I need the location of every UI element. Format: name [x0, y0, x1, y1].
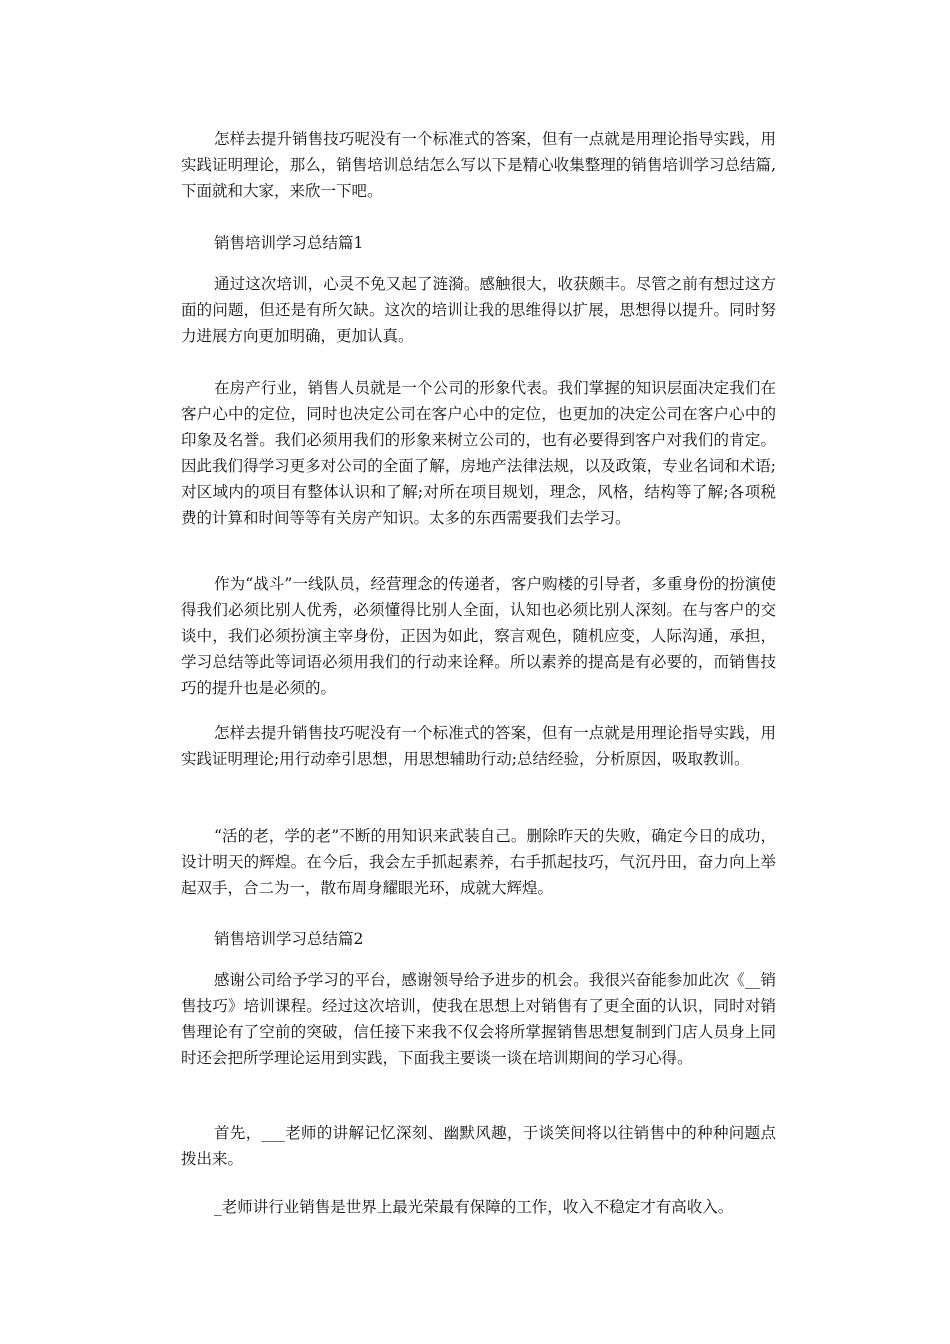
section-2-paragraph-3: _老师讲行业销售是世界上最光荣最有保障的工作，收入不稳定才有高收入。: [214, 1198, 734, 1216]
section-1-paragraph-1: 通过这次培训，心灵不免又起了涟漪。感触很大，收获颇丰。尽管之前有想过这方面的问题，但还是有所欠缺。这次的培训让我的思维得以扩展，思想得以提升。同时努力进展方向更加明确，更加认真。: [181, 275, 776, 345]
section-1-paragraph-2: 在房产行业，销售人员就是一个公司的形象代表。我们掌握的知识层面决定我们在客户心中的定位，同时也决定公司在客户心中的定位，也更加的决定公司在客户心中的印象及名誉。我们必须用我们的形象来树立公司的，也有必要得到客户对我们的肯定。因此我们得学习更多对公司的全面了解，房地产法律法规，以及政策，专业名词和术语;对区域内的项目有整体认识和了解;对所在项目规划，理念，风格，结构等了解;各项税费的计算和时间等等有关房产知识。太多的东西需要我们去学习。: [181, 379, 776, 527]
section-2-paragraph-2: 首先，___老师的讲解记忆深刻、幽默风趣，于谈笑间将以往销售中的种种问题点拨出来。: [181, 1124, 776, 1168]
section-1-paragraph-3: 作为“战斗”一线队员，经营理念的传递者，客户购楼的引导者，多重身份的扮演使得我们必须比别人优秀，必须懂得比别人全面，认知也必须比别人深刻。在与客户的交谈中，我们必须扮演主宰身份，正因为如此，察言观色，随机应变，人际沟通，承担，学习总结等此等词语必须用我们的行动来诠释。所以素养的提高是有必要的，而销售技巧的提升也是必须的。: [181, 575, 776, 697]
section-2-paragraph-1: 感谢公司给予学习的平台，感谢领导给予进步的机会。我很兴奋能参加此次《__销售技巧》培训课程。经过这次培训，使我在思想上对销售有了更全面的认识，同时对销售理论有了空前的突破，信任接下来我不仅会将所掌握销售思想复制到门店人员身上同时还会把所学理论运用到实践，下面我主要谈一谈在培训期间的学习心得。: [181, 971, 776, 1067]
section-1-paragraph-4: 怎样去提升销售技巧呢没有一个标准式的答案，但有一点就是用理论指导实践，用实践证明理论;用行动牵引思想，用思想辅助行动;总结经验，分析原因，吸取教训。: [181, 724, 776, 768]
section-1-heading: 销售培训学习总结篇1: [214, 234, 364, 252]
section-1-paragraph-5: “活的老，学的老”不断的用知识来武装自己。删除昨天的失败，确定今日的成功，设计明天的辉煌。在今后，我会左手抓起素养，右手抓起技巧，气沉丹田，奋力向上举起双手，合二为一，散布周身耀眼光环，成就大辉煌。: [181, 827, 776, 897]
intro-paragraph: 怎样去提升销售技巧呢没有一个标准式的答案，但有一点就是用理论指导实践，用实践证明理论，那么，销售培训总结怎么写以下是精心收集整理的销售培训学习总结篇,下面就和大家，来欣一下吧。: [181, 130, 776, 200]
document-page: [181, 0, 776, 1344]
section-2-heading: 销售培训学习总结篇2: [214, 930, 364, 948]
